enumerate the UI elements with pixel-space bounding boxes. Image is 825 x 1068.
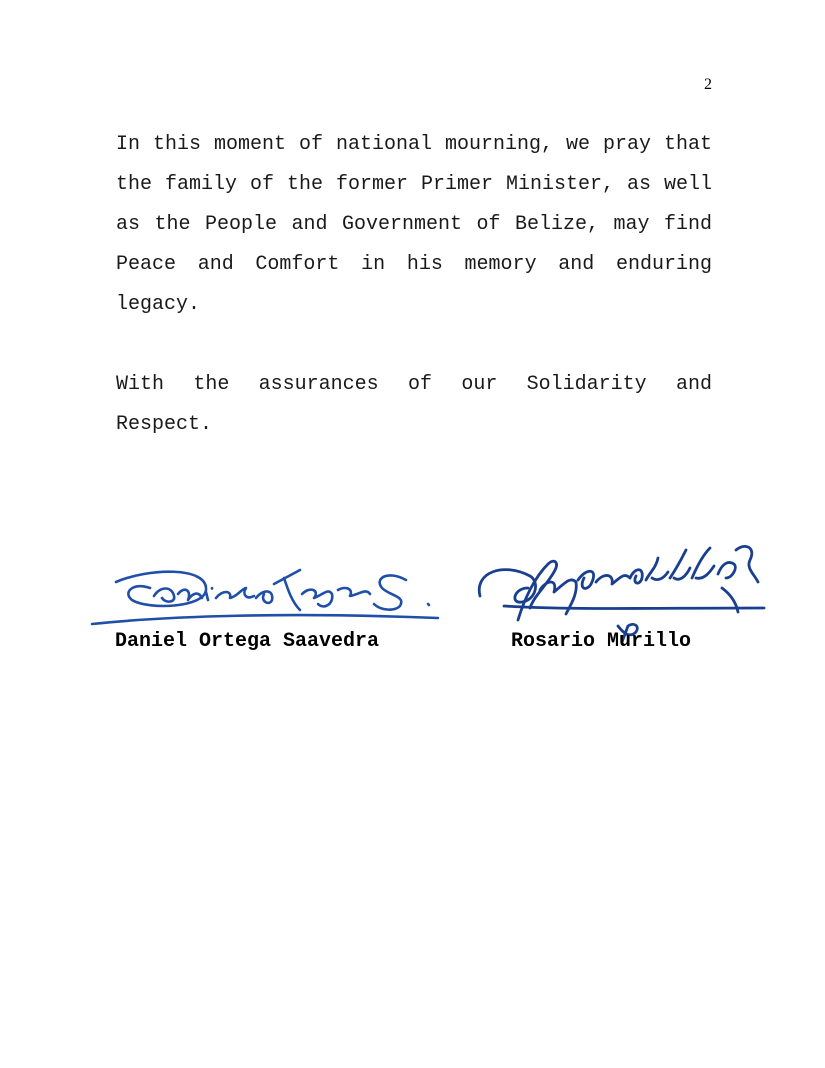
signature-ortega: [88, 560, 448, 635]
letter-paragraph-closing: With the assurances of our Solidarity and Respect.: [116, 373, 712, 436]
signer-name-ortega: Daniel Ortega Saavedra: [115, 630, 380, 653]
page-number: 2: [704, 76, 712, 93]
signer-name-murillo: Rosario Murillo: [511, 630, 692, 653]
letter-paragraph-mourning: In this moment of national mourning, we pray that the family of the former Primer Minister, as well as the People and Government of Belize, may find Peace and Comfort in his memory and enduring legacy.: [116, 133, 712, 316]
